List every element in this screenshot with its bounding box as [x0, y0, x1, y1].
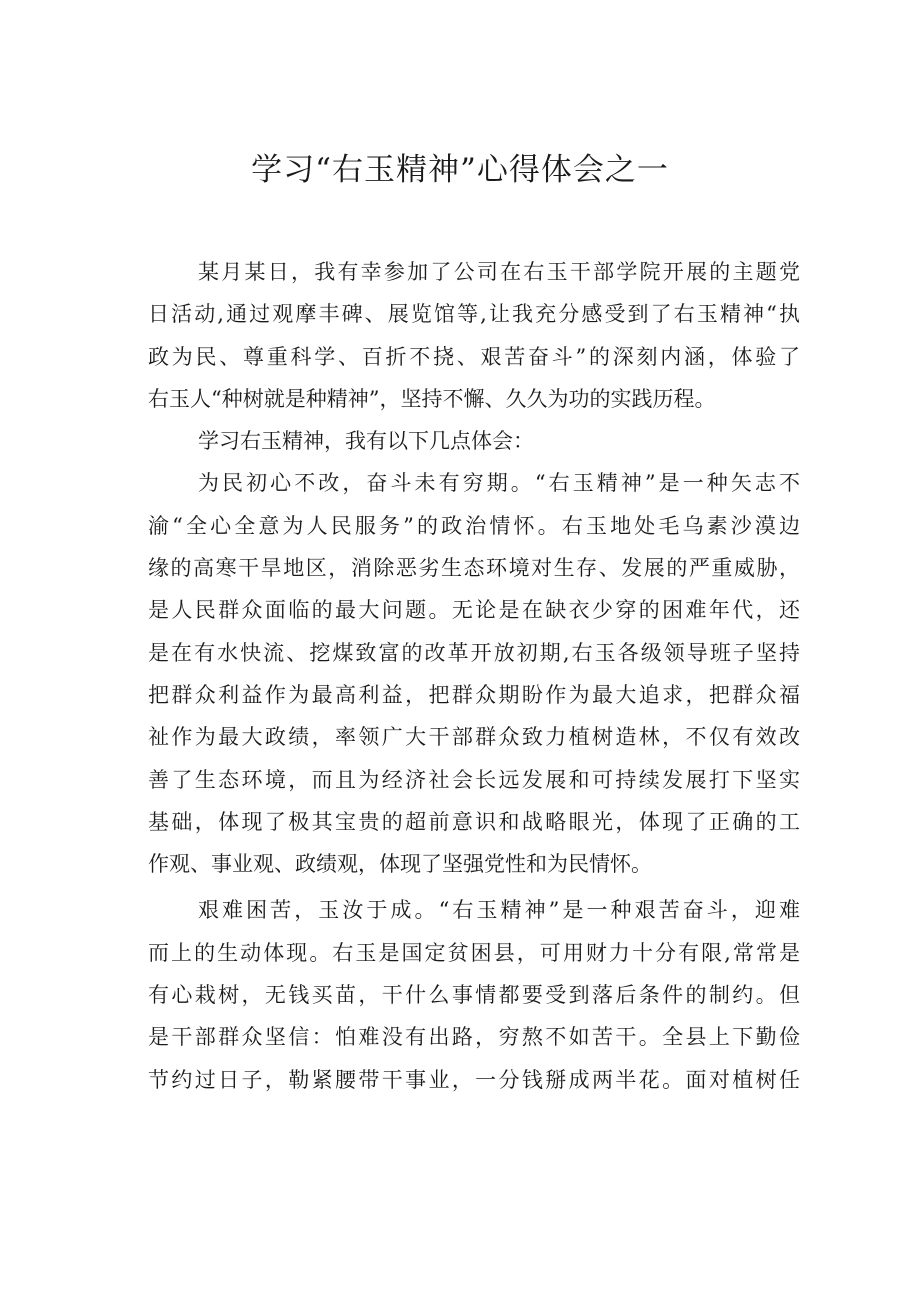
paragraph-line: 某月某日，我有幸参加了公司在右玉干部学院开展的主题党: [198, 260, 800, 284]
paragraph-line: 是干部群众坚信：怕难没有出路，穷熬不如苦干。全县上下勤俭: [148, 1025, 800, 1050]
paragraph-line: 有心栽树，无钱买苗，干什么事情都要受到落后条件的制约。但: [148, 983, 800, 1008]
paragraph-line: 右玉人“种树就是种精神”，坚持不懈、久久为功的实践历程。: [148, 386, 716, 411]
paragraph-line: 为民初心不改，奋斗未有穷期。“右玉精神”是一种矢志不: [198, 471, 800, 496]
paragraph-line: 基础，体现了极其宝贵的超前意识和战略眼光，体现了正确的工: [148, 809, 800, 834]
paragraph-line: 缘的高寒干旱地区，消除恶劣生态环境对生存、发展的严重威胁，: [148, 556, 800, 581]
paragraph-line: 是在有水快流、挖煤致富的改革开放初期,右玉各级领导班子坚持: [148, 640, 800, 665]
document-body: [148, 251, 800, 1101]
paragraph-line: 而上的生动体现。右玉是国定贫困县，可用财力十分有限,常常是: [148, 940, 800, 965]
paragraph-line: 渝“全心全意为人民服务”的政治情怀。右玉地处毛乌素沙漠边: [148, 513, 800, 538]
paragraph-line: 善了生态环境，而且为经济社会长远发展和可持续发展打下坚实: [148, 767, 800, 792]
paragraph-line: 把群众利益作为最高利益，把群众期盼作为最大追求，把群众福: [148, 682, 800, 707]
document-title: 学习“右玉精神”心得体会之一: [251, 152, 669, 188]
paragraph-line: 政为民、尊重科学、百折不挠、艰苦奋斗”的深刻内涵，体验了: [148, 344, 800, 369]
paragraph-line: 是人民群众面临的最大问题。无论是在缺衣少穿的困难年代，还: [148, 598, 800, 623]
paragraph-line: 艰难困苦，玉汝于成。“右玉精神”是一种艰苦奋斗，迎难: [198, 898, 800, 923]
paragraph-line: 日活动,通过观摩丰碑、展览馆等,让我充分感受到了右玉精神“执: [148, 302, 800, 327]
paragraph-line: 作观、事业观、政绩观，体现了坚强党性和为民情怀。: [148, 852, 652, 877]
paragraph-line: 节约过日子，勒紧腰带干事业，一分钱掰成两半花。面对植树任: [148, 1067, 800, 1092]
paragraph-line: 祉作为最大政绩，率领广大干部群众致力植树造林，不仅有效改: [148, 725, 800, 750]
paragraph-line: 学习右玉精神，我有以下几点体会：: [198, 429, 534, 454]
